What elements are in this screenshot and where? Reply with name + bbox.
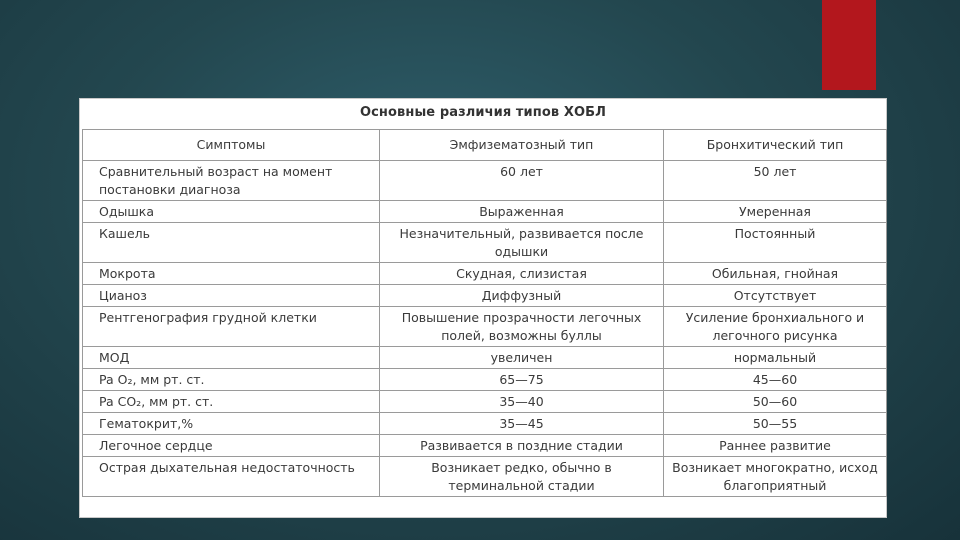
cell-symptom: Острая дыхательная недостаточность bbox=[83, 457, 380, 497]
document-card bbox=[79, 98, 887, 518]
table-row bbox=[83, 285, 887, 307]
table-title: Основные различия типов ХОБЛ bbox=[359, 105, 607, 120]
cell-bronchitis: 50 лет bbox=[664, 161, 887, 201]
cell-bronchitis: Умеренная bbox=[664, 201, 887, 223]
cell-emphysema: 60 лет bbox=[380, 161, 664, 201]
table-row bbox=[83, 413, 887, 435]
cell-symptom: Сравнительный возраст на момент постановки диагноза bbox=[83, 161, 380, 201]
cell-emphysema: Незначительный, развивается после одышки bbox=[380, 223, 664, 263]
cell-emphysema: увеличен bbox=[380, 347, 664, 369]
cell-bronchitis: Раннее развитие bbox=[664, 435, 887, 457]
table-header-row bbox=[83, 130, 887, 161]
cell-symptom: Кашель bbox=[83, 223, 380, 263]
table-row bbox=[83, 435, 887, 457]
cell-symptom: Мокрота bbox=[83, 263, 380, 285]
header-symptoms: Симптомы bbox=[83, 130, 380, 161]
table-row bbox=[83, 457, 887, 497]
cell-emphysema: 35—40 bbox=[380, 391, 664, 413]
copd-comparison-table bbox=[82, 129, 887, 497]
cell-symptom: Рентгенография грудной клетки bbox=[83, 307, 380, 347]
header-emphysema: Эмфизематозный тип bbox=[380, 130, 664, 161]
table-row bbox=[83, 223, 887, 263]
cell-symptom: Одышка bbox=[83, 201, 380, 223]
cell-bronchitis: 50—55 bbox=[664, 413, 887, 435]
cell-emphysema: Повышение прозрачности легочных полей, возможны буллы bbox=[380, 307, 664, 347]
cell-emphysema: Развивается в поздние стадии bbox=[380, 435, 664, 457]
cell-symptom: Pa CO₂, мм рт. ст. bbox=[83, 391, 380, 413]
cell-bronchitis: Постоянный bbox=[664, 223, 887, 263]
table-row bbox=[83, 201, 887, 223]
cell-symptom: Цианоз bbox=[83, 285, 380, 307]
table-row bbox=[83, 161, 887, 201]
cell-bronchitis: Обильная, гнойная bbox=[664, 263, 887, 285]
cell-emphysema: Выраженная bbox=[380, 201, 664, 223]
cell-bronchitis: 45—60 bbox=[664, 369, 887, 391]
header-bronchitis: Бронхитический тип bbox=[664, 130, 887, 161]
cell-symptom: Pa O₂, мм рт. ст. bbox=[83, 369, 380, 391]
cell-bronchitis: Возникает многократно, исход благоприятный bbox=[664, 457, 887, 497]
cell-emphysema: Возникает редко, обычно в терминальной стадии bbox=[380, 457, 664, 497]
table-row bbox=[83, 391, 887, 413]
cell-symptom: Гематокрит,% bbox=[83, 413, 380, 435]
cell-emphysema: Диффузный bbox=[380, 285, 664, 307]
cell-emphysema: 65—75 bbox=[380, 369, 664, 391]
cell-symptom: МОД bbox=[83, 347, 380, 369]
cell-bronchitis: 50—60 bbox=[664, 391, 887, 413]
cell-bronchitis: Отсутствует bbox=[664, 285, 887, 307]
cell-bronchitis: нормальный bbox=[664, 347, 887, 369]
cell-emphysema: Скудная, слизистая bbox=[380, 263, 664, 285]
red-accent-bar bbox=[822, 0, 876, 90]
cell-bronchitis: Усиление бронхиального и легочного рисунка bbox=[664, 307, 887, 347]
table-row bbox=[83, 347, 887, 369]
table-row bbox=[83, 263, 887, 285]
cell-symptom: Легочное сердце bbox=[83, 435, 380, 457]
cell-emphysema: 35—45 bbox=[380, 413, 664, 435]
table-row bbox=[83, 369, 887, 391]
table-row bbox=[83, 307, 887, 347]
